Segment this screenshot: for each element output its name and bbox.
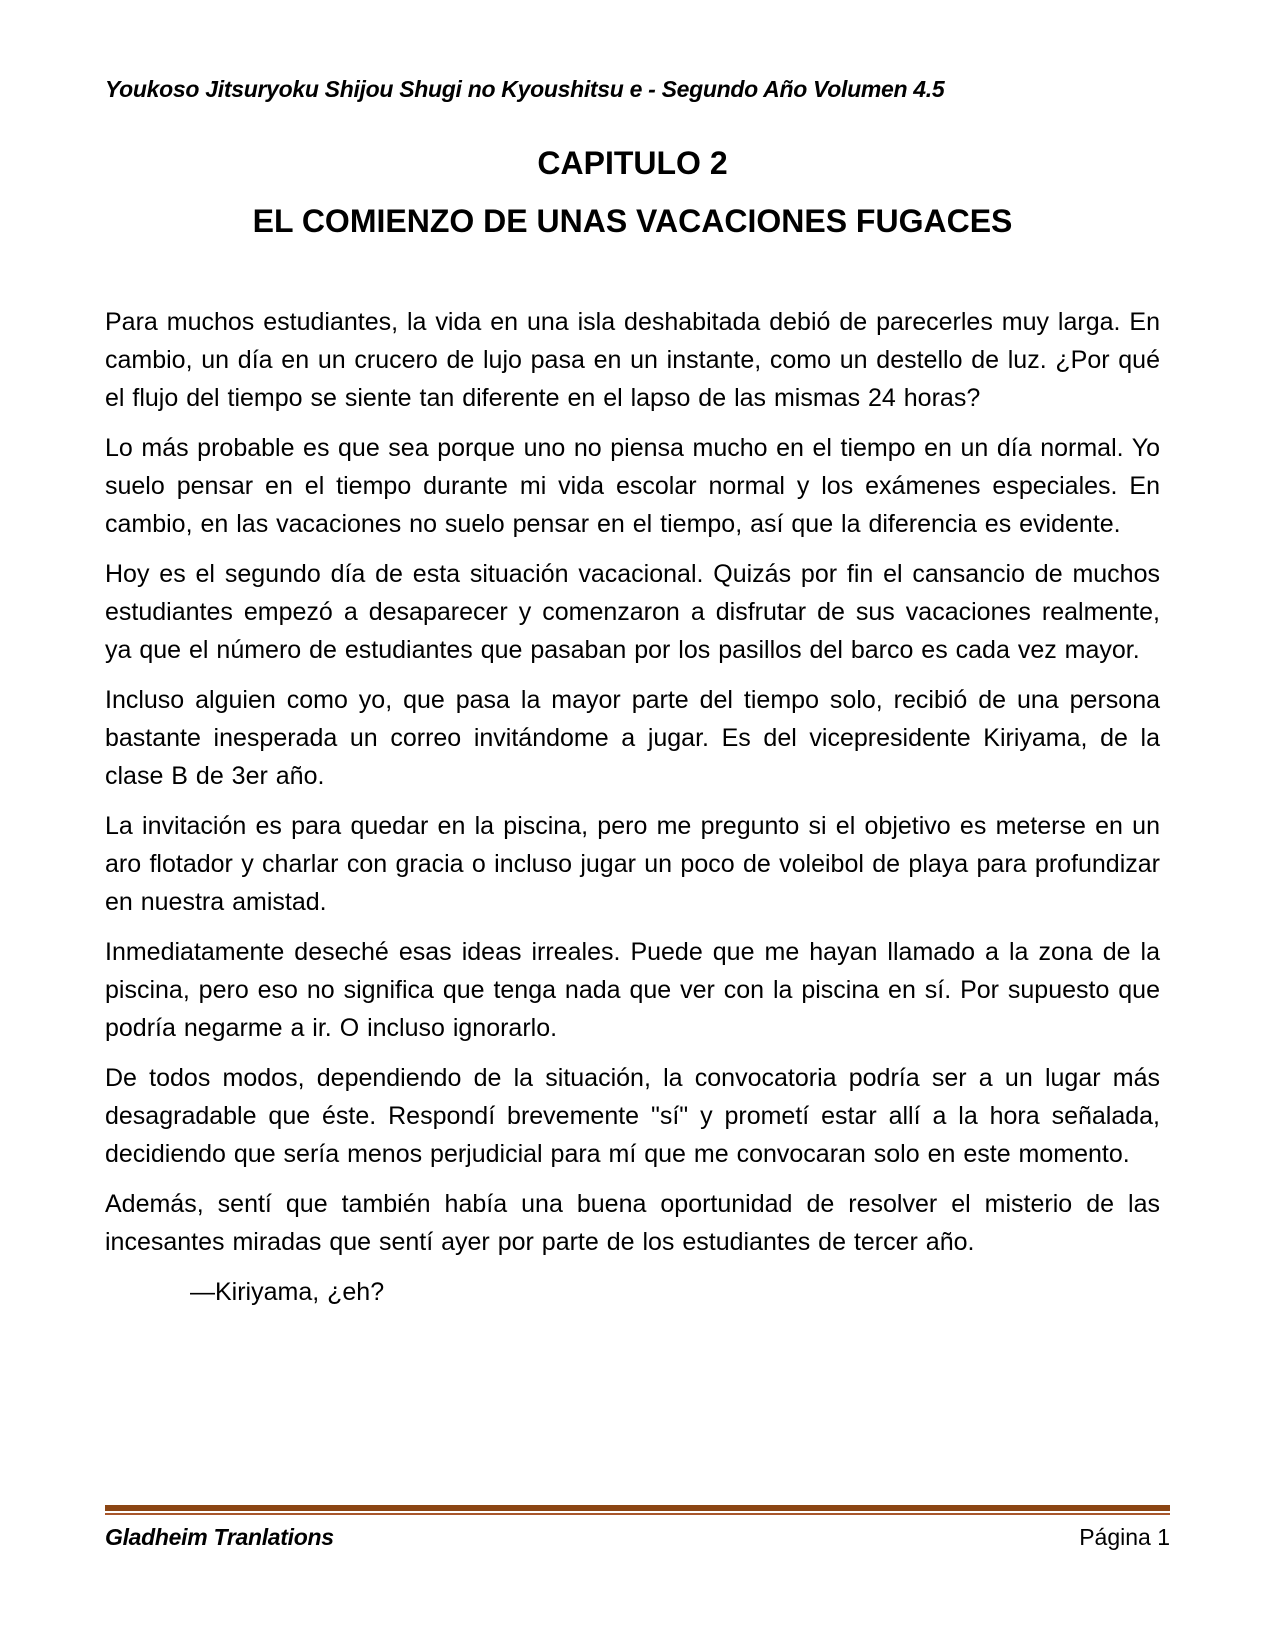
paragraph: La invitación es para quedar en la piscina, pero me pregunto si el objetivo es meterse en un aro flotador y charlar con gracia o incluso jugar un poco de voleibol de playa para profundizar en nuestra amistad. bbox=[105, 812, 1160, 916]
paragraph: Incluso alguien como yo, que pasa la mayor parte del tiempo solo, recibió de una persona bastante inesperada un correo invitándome a jugar. Es del vicepresidente Kiriyama, de la clase B de 3er año. bbox=[105, 686, 1160, 790]
footer-divider-thin-rule bbox=[105, 1513, 1170, 1515]
paragraph: Hoy es el segundo día de esta situación vacacional. Quizás por fin el cansancio de muchos estudiantes empezó a desaparecer y comenzaron a disfrutar de sus vacaciones realmente, ya que el número de estudiantes que pasaban por los pasillos del barco es cada vez mayor. bbox=[105, 560, 1160, 664]
paragraph: De todos modos, dependiendo de la situación, la convocatoria podría ser a un lugar más desagradable que éste. Respondí brevemente "sí" y prometí estar allí a la hora señalada, decidiendo que sería menos perjudicial para mí que me convocaran solo en este momento. bbox=[105, 1064, 1160, 1168]
page-number bbox=[1079, 1524, 1170, 1551]
running-header: Youkoso Jitsuryoku Shijou Shugi no Kyoushitsu e - Segundo Año Volumen 4.5 bbox=[105, 76, 945, 102]
footer-row bbox=[105, 1524, 1170, 1551]
page-footer bbox=[105, 1505, 1170, 1551]
footer-divider bbox=[105, 1505, 1170, 1515]
paragraph: Inmediatamente deseché esas ideas irreales. Puede que me hayan llamado a la zona de la piscina, pero eso no significa que tenga nada que ver con la piscina en sí. Por supuesto que podría negarme a ir. O incluso ignorarlo. bbox=[105, 938, 1160, 1042]
page-number-label: Página bbox=[1079, 1524, 1151, 1550]
chapter-subtitle: EL COMIENZO DE UNAS VACACIONES FUGACES bbox=[252, 203, 1013, 239]
body-text bbox=[105, 303, 1160, 1311]
chapter-title: CAPITULO 2 bbox=[537, 145, 728, 181]
dialogue-line: —Kiriyama, ¿eh? bbox=[190, 1278, 385, 1306]
page-number-value: 1 bbox=[1157, 1524, 1170, 1550]
paragraph: Lo más probable es que sea porque uno no piensa mucho en el tiempo en un día normal. Yo suelo pensar en el tiempo durante mi vida escolar normal y los exámenes especiales. En cambio, en las vacaciones no suelo pensar en el tiempo, así que la diferencia es evidente. bbox=[105, 434, 1160, 538]
paragraph: Para muchos estudiantes, la vida en una isla deshabitada debió de parecerles muy larga. En cambio, un día en un crucero de lujo pasa en un instante, como un destello de luz. ¿Por qué el flujo del tiempo se siente tan diferente en el lapso de las mismas 24 horas? bbox=[105, 308, 1160, 412]
translator-credit: Gladheim Tranlations bbox=[105, 1524, 334, 1550]
paragraph: Además, sentí que también había una buena oportunidad de resolver el misterio de las incesantes miradas que sentí ayer por parte de los estudiantes de tercer año. bbox=[105, 1190, 1160, 1256]
